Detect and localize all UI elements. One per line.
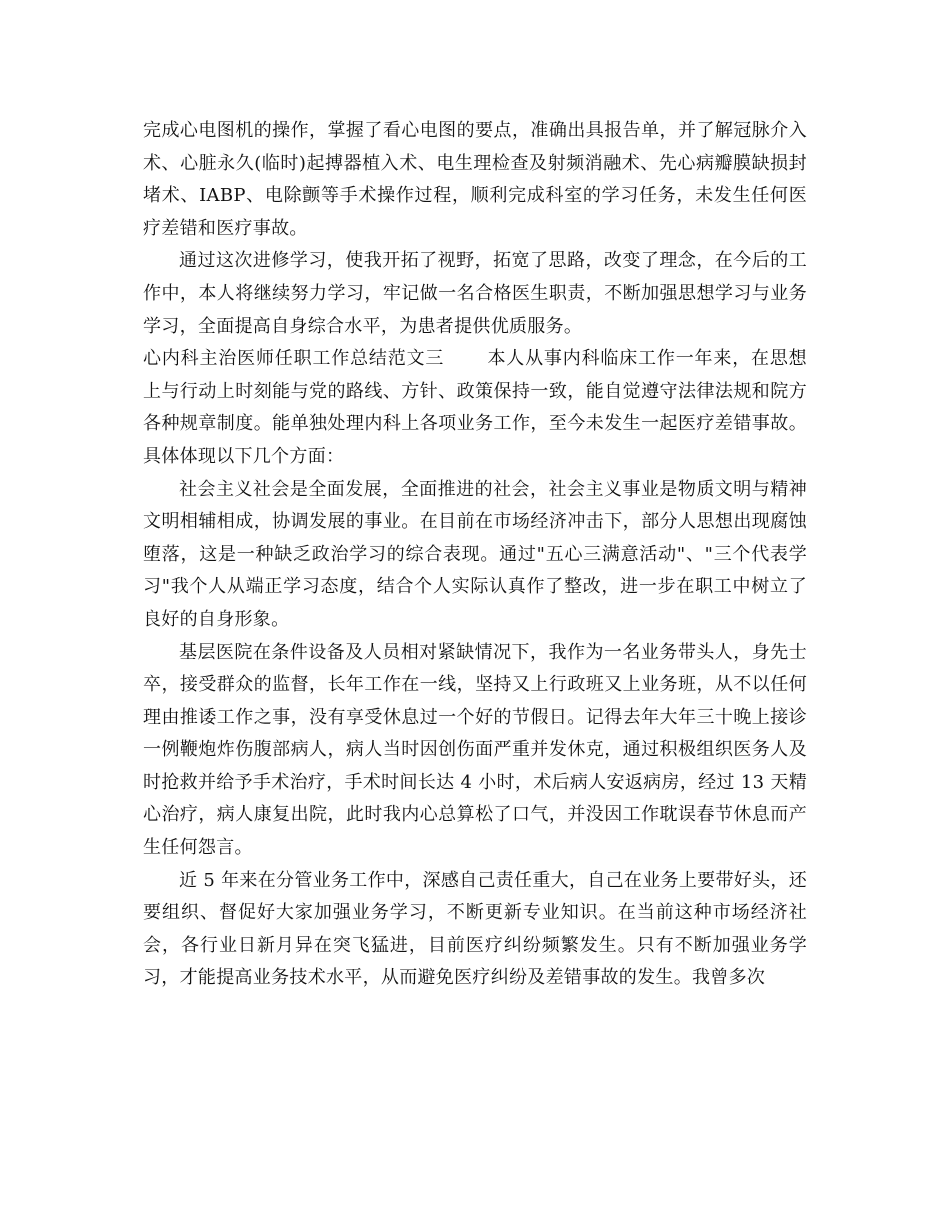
document-body <box>143 115 807 995</box>
section-title: 心内科主治医师任职工作总结范文三 <box>143 348 445 370</box>
paragraph-3 <box>143 343 807 473</box>
paragraph-4: 社会主义社会是全面发展，全面推进的社会，社会主义事业是物质文明与精神文明相辅相成，协调发展的事业。在目前在市场经济冲击下，部分人思想出现腐蚀堕落，这是一种缺乏政治学习的综合表现。通过"五心三满意活动"、"三个代表学习"我个人从端正学习态度，结合个人实际认真作了整改，进一步在职工中树立了良好的自身形象。 <box>143 478 807 630</box>
paragraph-2: 通过这次进修学习，使我开拓了视野，拓宽了思路，改变了理念，在今后的工作中，本人将继续努力学习，牢记做一名合格医生职责，不断加强思想学习与业务学习，全面提高自身综合水平，为患者提供优质服务。 <box>143 250 807 337</box>
paragraph-1: 完成心电图机的操作，掌握了看心电图的要点，准确出具报告单，并了解冠脉介入术、心脏永久(临时)起搏器植入术、电生理检查及射频消融术、先心病瓣膜缺损封堵术、IABP、电除颤等手术操作过程，顺利完成科室的学习任务，未发生任何医疗差错和医疗事故。 <box>143 120 807 239</box>
paragraph-6: 近 5 年来在分管业务工作中，深感自己责任重大，自己在业务上要带好头，还要组织、督促好大家加强业务学习，不断更新专业知识。在当前这种市场经济社会，各行业日新月异在突飞猛进，目前医疗纠纷频繁发生。只有不断加强业务学习，才能提高业务技术水平，从而避免医疗纠纷及差错事故的发生。我曾多次 <box>143 869 807 989</box>
paragraph-3-text: 本人从事内科临床工作一年来，在思想上与行动上时刻能与党的路线、方针、政策保持一致，能自觉遵守法律法规和院方各种规章制度。能单独处理内科上各项业务工作，至今未发生一起医疗差错事故。具体体现以下几个方面： <box>143 348 807 467</box>
paragraph-5: 基层医院在条件设备及人员相对紧缺情况下，我作为一名业务带头人，身先士卒，接受群众的监督，长年工作在一线，坚持又上行政班又上业务班，从不以任何理由推诿工作之事，没有享受休息过一个好的节假日。记得去年大年三十晚上接诊一例鞭炮炸伤腹部病人，病人当时因创伤面严重并发休克，通过积极组织医务人及时抢救并给予手术治疗，手术时间长达 4 小时，术后病人安返病房，经过 13 天精心治疗，病人康复出院，此时我内心总算松了口气，并没因工作耽误春节休息而产生任何怨言。 <box>143 641 807 859</box>
